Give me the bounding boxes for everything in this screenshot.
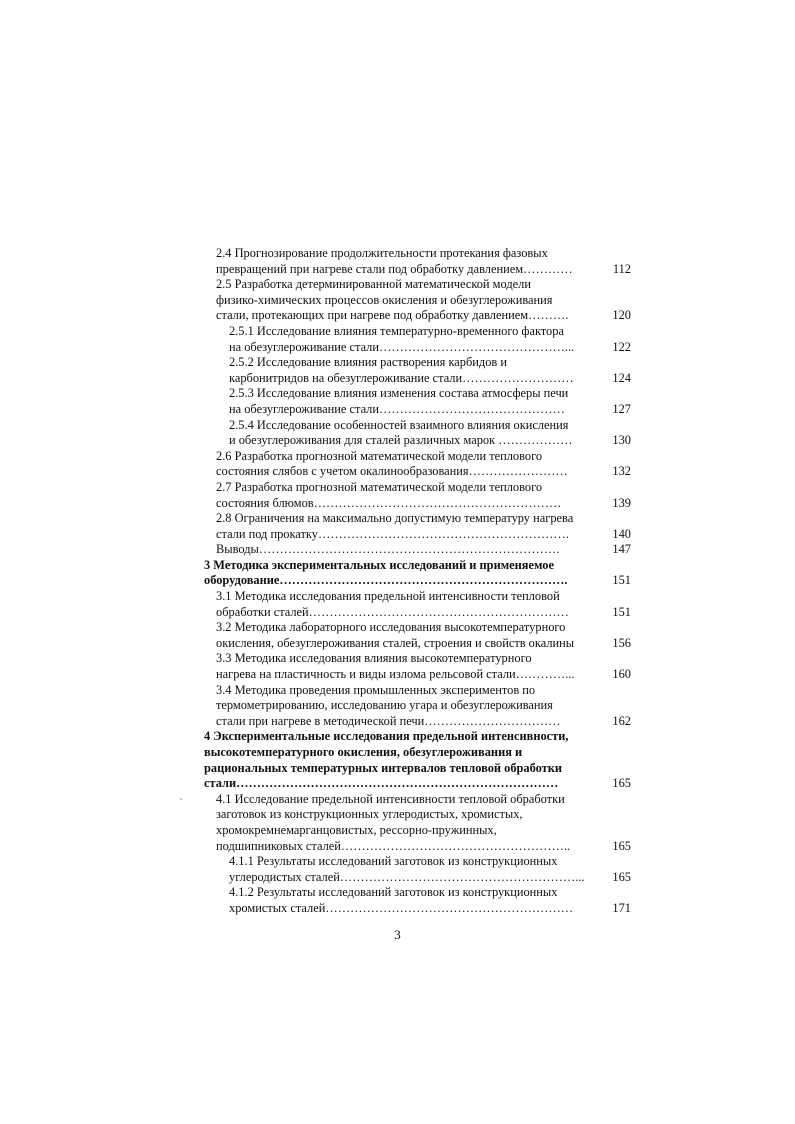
- toc-line: [0, 839, 795, 855]
- toc-page-number: 147: [612, 542, 631, 557]
- toc-page-number: 120: [612, 308, 631, 323]
- toc-line: [0, 542, 795, 558]
- toc-line: [0, 480, 795, 496]
- toc-line: [0, 776, 795, 792]
- toc-entry-text: углеродистых сталей…………………………………………………...: [229, 869, 585, 884]
- toc-entry[interactable]: [0, 277, 795, 324]
- toc-line: [0, 246, 795, 262]
- toc-entry-text: стали……………………………………………………………………: [204, 776, 559, 791]
- toc-page-number: 127: [612, 401, 631, 416]
- toc-entry-text: оборудование…………………………………………………………….: [204, 573, 568, 588]
- toc-line: [0, 605, 795, 621]
- toc-entry[interactable]: [0, 651, 795, 682]
- toc-entry-text: 2.5 Разработка детерминированной математической модели: [216, 277, 531, 292]
- toc-line: [0, 402, 795, 418]
- toc-entry-text: состояния слябов с учетом окалинообразования……………………: [216, 464, 568, 479]
- toc-page-number: 165: [612, 838, 631, 853]
- toc-entry-text: заготовок из конструкционных углеродистых, хромистых,: [216, 807, 523, 822]
- toc-line: [0, 901, 795, 917]
- toc-page-number: 139: [612, 495, 631, 510]
- toc-page-number: 124: [612, 370, 631, 385]
- toc-entry[interactable]: [0, 885, 795, 916]
- toc-line: [0, 636, 795, 652]
- toc-entry-text: Выводы……………………………………………………………….: [216, 542, 560, 557]
- toc-entry-text: стали, протекающих при нагреве под обработку давлением……….: [216, 308, 569, 323]
- toc-entry-text: 4.1 Исследование предельной интенсивности тепловой обработки: [216, 791, 565, 806]
- toc-entry-text: 3.4 Методика проведения промышленных экспериментов по: [216, 682, 536, 697]
- toc-entry[interactable]: [0, 355, 795, 386]
- page-number: 3: [394, 927, 401, 942]
- toc-entry-text: 3.2 Методика лабораторного исследования высокотемпературного: [216, 620, 566, 635]
- toc-page-number: 171: [612, 900, 631, 915]
- toc-line: [0, 573, 795, 589]
- toc-entry-text: термометрированию, исследованию угара и обезуглероживания: [216, 698, 553, 713]
- toc-entry[interactable]: [0, 789, 795, 854]
- toc-entry-text: стали под прокатку…………………………………………………….: [216, 526, 569, 541]
- toc-page-number: 132: [612, 464, 631, 479]
- toc-line: [0, 823, 795, 839]
- toc-line: [0, 293, 795, 309]
- toc-entry[interactable]: [0, 729, 795, 791]
- toc-entry-text: стали при нагреве в методической печи……………………………: [216, 713, 561, 728]
- toc-line: [0, 324, 795, 340]
- toc-entry[interactable]: [0, 386, 795, 417]
- toc-entry[interactable]: [0, 511, 795, 542]
- toc-entry-text: на обезуглероживание стали………………………………………...: [229, 339, 575, 354]
- toc-line: [0, 340, 795, 356]
- toc-line: [0, 386, 795, 402]
- toc-entry-text: 3 Методика экспериментальных исследований и применяемое: [204, 557, 554, 572]
- toc-line: [0, 683, 795, 699]
- toc-entry-text: 2.5.3 Исследование влияния изменения состава атмосферы печи: [229, 386, 569, 401]
- toc-entry-text: рациональных температурных интервалов тепловой обработки: [204, 760, 563, 775]
- toc-line: [0, 511, 795, 527]
- toc-page-number: 112: [612, 261, 631, 276]
- toc-entry-text: хромистых сталей……………………………………………………: [229, 900, 574, 915]
- toc-entry[interactable]: [0, 449, 795, 480]
- toc-page-number: 140: [612, 526, 631, 541]
- toc-line: [0, 355, 795, 371]
- toc-entry[interactable]: [0, 620, 795, 651]
- toc-entry-text: 2.8 Ограничения на максимально допустимую температуру нагрева: [216, 511, 574, 526]
- toc-entry[interactable]: [0, 418, 795, 449]
- toc-entry[interactable]: [0, 854, 795, 885]
- toc-line: [0, 496, 795, 512]
- toc-page-number: 130: [612, 433, 631, 448]
- toc-entry-text: на обезуглероживание стали………………………………………: [229, 401, 565, 416]
- toc-line: [0, 433, 795, 449]
- toc-entry-text: обработки сталей………………………………………………………: [216, 604, 569, 619]
- toc-entry-text: 4.1.2 Результаты исследований заготовок из конструкционных: [229, 885, 558, 900]
- toc-line: [0, 589, 795, 605]
- toc-page-number: 165: [612, 869, 631, 884]
- toc-entry[interactable]: [0, 246, 795, 277]
- toc-entry[interactable]: [0, 558, 795, 589]
- toc-line: [0, 854, 795, 870]
- toc-entry[interactable]: [0, 542, 795, 558]
- toc-entry-text: 2.6 Разработка прогнозной математической модели теплового: [216, 448, 543, 463]
- toc-entry-text: подшипниковых сталей………………………………………………..: [216, 838, 571, 853]
- toc-line: [0, 418, 795, 434]
- toc-entry[interactable]: [0, 589, 795, 620]
- toc-line: [0, 464, 795, 480]
- toc-line: [0, 651, 795, 667]
- scan-mark: ˏ: [176, 789, 184, 802]
- toc-line: [0, 885, 795, 901]
- toc-entry-text: состояния блюмов……………………………………………………: [216, 495, 562, 510]
- toc-line: [0, 807, 795, 823]
- toc-page-number: 165: [612, 776, 631, 791]
- toc-line: [0, 745, 795, 761]
- toc-entry-text: физико-химических процессов окисления и обезуглероживания: [216, 292, 553, 307]
- toc-entry-text: хромокремнемарганцовистых, рессорно-пружинных,: [216, 822, 497, 837]
- toc-line: [0, 729, 795, 745]
- toc-line: [0, 308, 795, 324]
- toc-entry-text: нагрева на пластичность и виды излома рельсовой стали…………...: [216, 667, 575, 682]
- toc-line: [0, 667, 795, 683]
- toc-entry[interactable]: [0, 324, 795, 355]
- toc-entry-text: 2.5.4 Исследование особенностей взаимного влияния окисления: [229, 417, 569, 432]
- toc-line: [0, 277, 795, 293]
- toc-line: [0, 558, 795, 574]
- toc-entry-text: 4.1.1 Результаты исследований заготовок из конструкционных: [229, 854, 558, 869]
- toc-line: [0, 620, 795, 636]
- toc-entry-text: окисления, обезуглероживания сталей, строения и свойств окалины: [216, 635, 575, 650]
- toc-entry-text: карбонитридов на обезуглероживание стали………………………: [229, 370, 574, 385]
- toc-line: [0, 698, 795, 714]
- toc-entry[interactable]: [0, 683, 795, 730]
- toc-line: [0, 449, 795, 465]
- toc-entry-text: 2.7 Разработка прогнозной математической модели теплового: [216, 479, 543, 494]
- toc-line: [0, 527, 795, 543]
- toc-entry[interactable]: [0, 480, 795, 511]
- toc-entry-text: 3.3 Методика исследования влияния высокотемпературного: [216, 651, 532, 666]
- toc-line: [0, 870, 795, 886]
- toc-line: [0, 262, 795, 278]
- toc-page-number: 122: [612, 339, 631, 354]
- toc-page-number: 162: [612, 713, 631, 728]
- toc-entry-text: превращений при нагреве стали под обработку давлением…………: [216, 261, 573, 276]
- toc-line: [0, 714, 795, 730]
- toc-entry-text: 3.1 Методика исследования предельной интенсивности тепловой: [216, 589, 560, 604]
- toc-line: [0, 371, 795, 387]
- toc-entry-text: 2.4 Прогнозирование продолжительности протекания фазовых: [216, 246, 548, 260]
- toc-page-number: 151: [612, 573, 631, 588]
- table-of-contents: [0, 246, 795, 917]
- toc-page-number: 151: [612, 604, 631, 619]
- toc-entry-text: 2.5.2 Исследование влияния растворения карбидов и: [229, 355, 508, 370]
- toc-entry-text: и обезуглероживания для сталей различных марок ………………: [229, 433, 573, 448]
- toc-entry-text: 4 Экспериментальные исследования предельной интенсивности,: [204, 729, 569, 744]
- toc-line: [0, 789, 795, 808]
- toc-entry-text: высокотемпературного окисления, обезуглероживания и: [204, 745, 523, 759]
- toc-page-number: 156: [612, 635, 631, 650]
- toc-page-number: 160: [612, 667, 631, 682]
- toc-line: [0, 761, 795, 777]
- toc-entry-text: 2.5.1 Исследование влияния температурно-временного фактора: [229, 323, 564, 338]
